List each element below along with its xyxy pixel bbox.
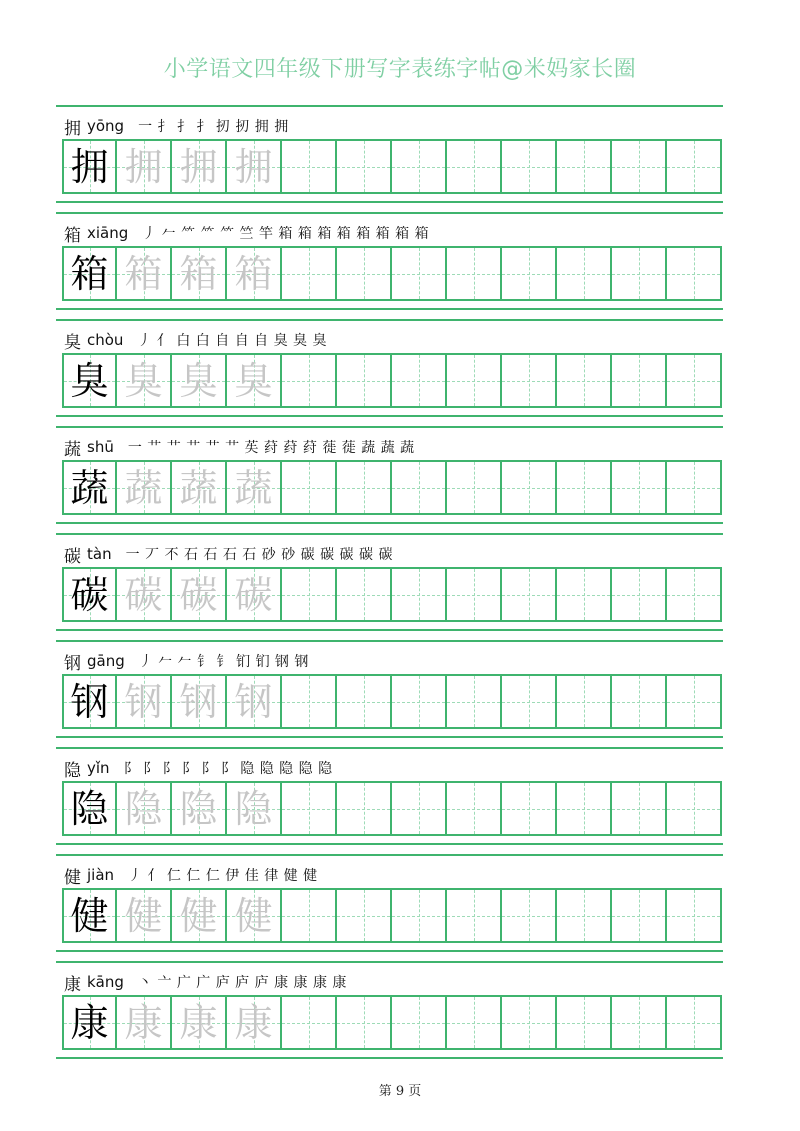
empty-practice-cell — [557, 888, 612, 943]
trace-cell — [117, 567, 172, 622]
empty-practice-cell — [447, 781, 502, 836]
practice-row — [0, 319, 800, 426]
empty-practice-cell — [282, 888, 337, 943]
model-cell — [62, 246, 117, 301]
empty-practice-cell — [337, 567, 392, 622]
trace-cell — [227, 995, 282, 1050]
empty-practice-cell — [612, 353, 667, 408]
divider — [56, 747, 723, 749]
pinyin: yōng — [87, 117, 125, 135]
model-cell — [62, 353, 117, 408]
empty-practice-cell — [447, 246, 502, 301]
trace-cell — [172, 995, 227, 1050]
empty-practice-cell — [282, 246, 337, 301]
trace-cell — [227, 139, 282, 194]
empty-practice-cell — [502, 460, 557, 515]
divider — [56, 105, 723, 107]
empty-practice-cell — [447, 888, 502, 943]
trace-character: 蔬 — [124, 465, 163, 510]
trace-character: 隐 — [234, 786, 273, 831]
trace-character: 箱 — [179, 251, 218, 296]
trace-character: 康 — [234, 1000, 273, 1045]
model-cell — [62, 674, 117, 729]
stroke-order: 丿 𠂉 𠂉 钅 钅 钔 钔 钢 钢 — [138, 654, 309, 670]
empty-practice-cell — [502, 139, 557, 194]
header-character: 碳 — [64, 546, 81, 567]
trace-cell — [117, 888, 172, 943]
trace-character: 隐 — [179, 786, 218, 831]
empty-practice-cell — [502, 995, 557, 1050]
character-header — [64, 649, 309, 673]
character-header — [64, 435, 415, 459]
trace-cell — [172, 353, 227, 408]
model-cell — [62, 995, 117, 1050]
trace-cell — [117, 995, 172, 1050]
empty-practice-cell — [392, 139, 447, 194]
empty-practice-cell — [282, 781, 337, 836]
trace-cell — [172, 460, 227, 515]
practice-row — [0, 747, 800, 854]
character-header — [64, 542, 393, 566]
trace-cell — [117, 353, 172, 408]
empty-practice-cell — [282, 567, 337, 622]
header-character: 钢 — [64, 653, 81, 674]
trace-character: 蔬 — [234, 465, 273, 510]
empty-practice-cell — [557, 353, 612, 408]
trace-character: 健 — [179, 893, 218, 938]
empty-practice-cell — [392, 781, 447, 836]
divider — [56, 533, 723, 535]
empty-practice-cell — [612, 888, 667, 943]
empty-practice-cell — [447, 995, 502, 1050]
writing-grid — [62, 460, 722, 515]
empty-practice-cell — [502, 246, 557, 301]
divider — [56, 961, 723, 963]
trace-cell — [117, 674, 172, 729]
practice-row — [0, 640, 800, 747]
empty-practice-cell — [667, 353, 722, 408]
empty-practice-cell — [612, 139, 667, 194]
writing-grid — [62, 567, 722, 622]
trace-cell — [117, 246, 172, 301]
empty-practice-cell — [282, 995, 337, 1050]
empty-practice-cell — [337, 995, 392, 1050]
empty-practice-cell — [612, 995, 667, 1050]
model-character: 拥 — [70, 144, 109, 189]
model-character: 健 — [70, 893, 109, 938]
pinyin: kāng — [87, 973, 124, 991]
writing-grid — [62, 781, 722, 836]
divider — [56, 640, 723, 642]
trace-cell — [172, 567, 227, 622]
model-character: 臭 — [70, 358, 109, 403]
empty-practice-cell — [612, 460, 667, 515]
empty-practice-cell — [392, 460, 447, 515]
empty-practice-cell — [612, 567, 667, 622]
divider — [56, 415, 723, 417]
header-character: 箱 — [64, 225, 81, 246]
empty-practice-cell — [502, 353, 557, 408]
empty-practice-cell — [557, 139, 612, 194]
trace-cell — [227, 567, 282, 622]
character-header — [64, 328, 327, 352]
trace-cell — [227, 888, 282, 943]
trace-character: 臭 — [179, 358, 218, 403]
divider — [56, 854, 723, 856]
trace-cell — [117, 139, 172, 194]
empty-practice-cell — [557, 567, 612, 622]
header-character: 臭 — [64, 332, 81, 353]
empty-practice-cell — [447, 567, 502, 622]
model-cell — [62, 888, 117, 943]
writing-grid — [62, 139, 722, 194]
trace-character: 钢 — [234, 679, 273, 724]
trace-cell — [172, 246, 227, 301]
trace-character: 拥 — [179, 144, 218, 189]
model-cell — [62, 139, 117, 194]
empty-practice-cell — [392, 353, 447, 408]
empty-practice-cell — [337, 139, 392, 194]
character-header — [64, 221, 429, 245]
trace-cell — [172, 781, 227, 836]
page-number: 第 9 页 — [378, 1084, 422, 1099]
stroke-order: 阝 阝 阝 阝 阝 阝 隐 隐 隐 隐 隐 — [123, 761, 333, 777]
empty-practice-cell — [667, 139, 722, 194]
empty-practice-cell — [282, 460, 337, 515]
stroke-order: 丿 𠂉 ⺮ ⺮ ⺮ 竺 竿 箱 箱 箱 箱 箱 箱 箱 箱 — [142, 226, 430, 242]
pinyin: chòu — [87, 331, 124, 349]
trace-cell — [172, 888, 227, 943]
trace-character: 箱 — [234, 251, 273, 296]
empty-practice-cell — [557, 674, 612, 729]
empty-practice-cell — [392, 888, 447, 943]
trace-character: 蔬 — [179, 465, 218, 510]
stroke-order: 丿 亻 仁 仁 仁 伊 佳 律 健 健 — [128, 868, 318, 884]
trace-cell — [227, 674, 282, 729]
practice-row — [0, 533, 800, 640]
character-header — [64, 863, 318, 887]
trace-character: 臭 — [234, 358, 273, 403]
divider — [56, 736, 723, 738]
empty-practice-cell — [667, 246, 722, 301]
empty-practice-cell — [502, 781, 557, 836]
model-character: 钢 — [70, 679, 109, 724]
writing-grid — [62, 888, 722, 943]
trace-character: 健 — [234, 893, 273, 938]
trace-character: 健 — [124, 893, 163, 938]
empty-practice-cell — [282, 674, 337, 729]
divider — [56, 1057, 723, 1059]
trace-character: 臭 — [124, 358, 163, 403]
header-character: 健 — [64, 867, 81, 888]
trace-cell — [172, 674, 227, 729]
empty-practice-cell — [667, 888, 722, 943]
empty-practice-cell — [667, 567, 722, 622]
model-cell — [62, 781, 117, 836]
trace-character: 箱 — [124, 251, 163, 296]
empty-practice-cell — [447, 139, 502, 194]
practice-row — [0, 961, 800, 1068]
trace-character: 碳 — [179, 572, 218, 617]
practice-row — [0, 212, 800, 319]
divider — [56, 308, 723, 310]
writing-grid — [62, 353, 722, 408]
writing-grid — [62, 995, 722, 1050]
divider — [56, 629, 723, 631]
empty-practice-cell — [612, 246, 667, 301]
pinyin: gāng — [87, 652, 125, 670]
practice-row — [0, 426, 800, 533]
trace-character: 碳 — [234, 572, 273, 617]
empty-practice-cell — [282, 353, 337, 408]
writing-grid — [62, 246, 722, 301]
model-character: 碳 — [70, 572, 109, 617]
pinyin: xiāng — [87, 224, 129, 242]
model-character: 隐 — [70, 786, 109, 831]
character-header — [64, 756, 333, 780]
model-character: 蔬 — [70, 465, 109, 510]
trace-character: 隐 — [124, 786, 163, 831]
empty-practice-cell — [557, 781, 612, 836]
divider — [56, 319, 723, 321]
empty-practice-cell — [337, 781, 392, 836]
trace-cell — [227, 246, 282, 301]
model-cell — [62, 567, 117, 622]
trace-cell — [227, 781, 282, 836]
header-character: 隐 — [64, 760, 81, 781]
stroke-order: 一 艹 艹 艹 艹 艹 苵 荮 荮 荮 蓰 蓰 蔬 蔬 蔬 — [127, 440, 415, 456]
empty-practice-cell — [667, 781, 722, 836]
empty-practice-cell — [447, 674, 502, 729]
header-character: 拥 — [64, 118, 81, 139]
empty-practice-cell — [557, 460, 612, 515]
pinyin: tàn — [87, 545, 112, 563]
divider — [56, 426, 723, 428]
trace-cell — [227, 353, 282, 408]
empty-practice-cell — [502, 567, 557, 622]
stroke-order: 一 丆 不 石 石 石 石 砂 砂 碳 碳 碳 碳 碳 — [125, 547, 393, 563]
empty-practice-cell — [447, 460, 502, 515]
writing-grid — [62, 674, 722, 729]
trace-cell — [117, 781, 172, 836]
empty-practice-cell — [557, 246, 612, 301]
trace-cell — [117, 460, 172, 515]
empty-practice-cell — [612, 674, 667, 729]
pinyin: yǐn — [87, 759, 110, 777]
empty-practice-cell — [337, 460, 392, 515]
empty-practice-cell — [392, 246, 447, 301]
divider — [56, 522, 723, 524]
header-character: 蔬 — [64, 439, 81, 460]
trace-character: 拥 — [234, 144, 273, 189]
trace-cell — [227, 460, 282, 515]
character-header — [64, 970, 347, 994]
empty-practice-cell — [392, 995, 447, 1050]
practice-row — [0, 854, 800, 961]
empty-practice-cell — [667, 674, 722, 729]
trace-character: 钢 — [124, 679, 163, 724]
header-character: 康 — [64, 974, 81, 995]
pinyin: shū — [87, 438, 114, 456]
divider — [56, 950, 723, 952]
empty-practice-cell — [337, 353, 392, 408]
pinyin: jiàn — [87, 866, 115, 884]
empty-practice-cell — [337, 246, 392, 301]
stroke-order: 一 扌 扌 扌 扨 扨 拥 拥 — [138, 119, 289, 135]
empty-practice-cell — [447, 353, 502, 408]
divider — [56, 843, 723, 845]
divider — [56, 201, 723, 203]
divider — [56, 212, 723, 214]
empty-practice-cell — [337, 888, 392, 943]
model-cell — [62, 460, 117, 515]
empty-practice-cell — [282, 139, 337, 194]
character-header — [64, 114, 289, 138]
trace-character: 拥 — [124, 144, 163, 189]
page-title: 小学语文四年级下册写字表练字帖@米妈家长圈 — [163, 57, 637, 82]
trace-character: 钢 — [179, 679, 218, 724]
trace-character: 碳 — [124, 572, 163, 617]
stroke-order: 丿 亻 白 白 自 自 自 臭 臭 臭 — [137, 333, 328, 349]
practice-row — [0, 105, 800, 212]
empty-practice-cell — [337, 674, 392, 729]
empty-practice-cell — [392, 674, 447, 729]
model-character: 康 — [70, 1000, 109, 1045]
stroke-order: 丶 亠 广 广 庐 庐 庐 康 康 康 康 — [137, 975, 347, 991]
empty-practice-cell — [557, 995, 612, 1050]
trace-cell — [172, 139, 227, 194]
trace-character: 康 — [179, 1000, 218, 1045]
empty-practice-cell — [667, 460, 722, 515]
empty-practice-cell — [667, 995, 722, 1050]
model-character: 箱 — [70, 251, 109, 296]
empty-practice-cell — [612, 781, 667, 836]
trace-character: 康 — [124, 1000, 163, 1045]
empty-practice-cell — [502, 888, 557, 943]
empty-practice-cell — [502, 674, 557, 729]
empty-practice-cell — [392, 567, 447, 622]
